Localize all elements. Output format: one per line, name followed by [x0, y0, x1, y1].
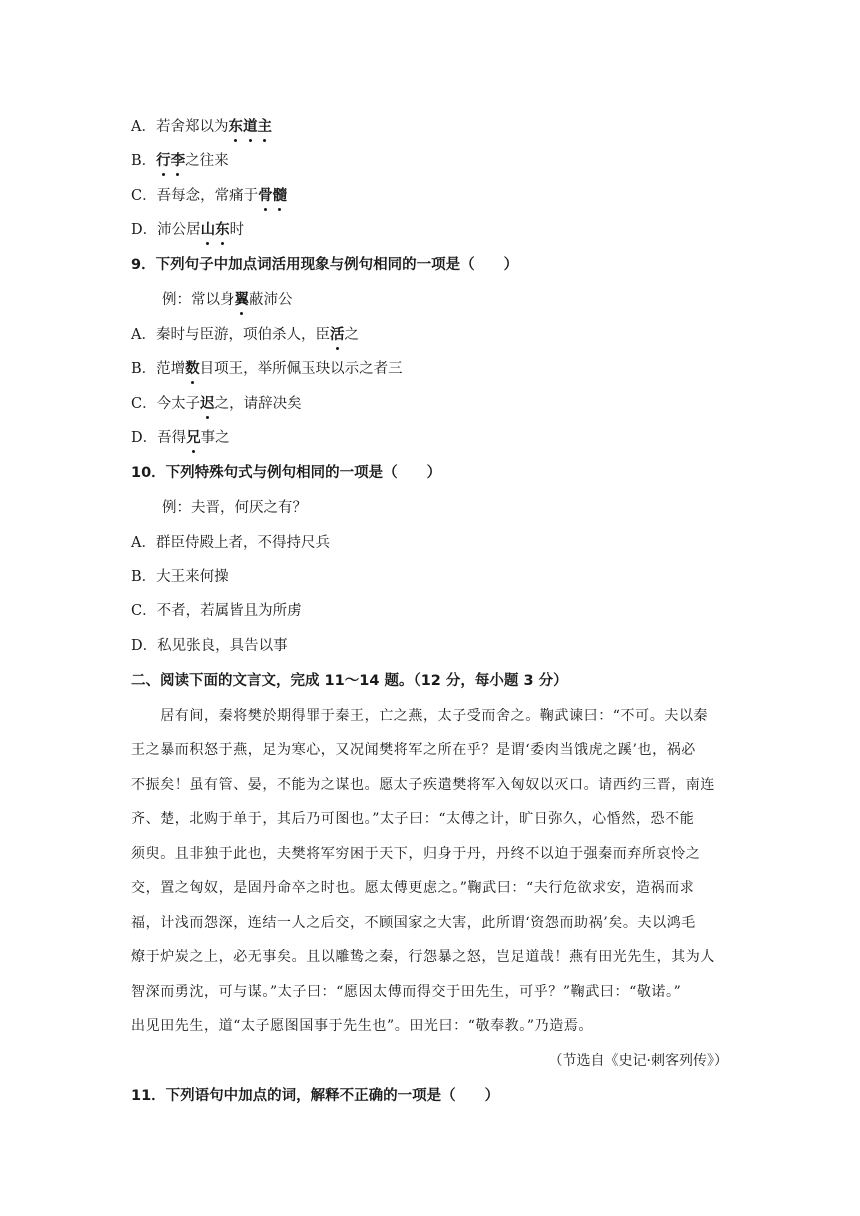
q11-title: 11．下列语句中加点的词，解释不正确的一项是（ ）	[131, 1088, 500, 1104]
dotted-char: 兄	[186, 429, 201, 446]
q10-option-c: C．不者，若属皆且为所虏	[131, 603, 302, 619]
dotted-char: 东	[228, 118, 243, 135]
dotted-char: 道	[242, 118, 258, 135]
q8-option-c: C．吾每念，常痛于骨髓	[131, 187, 288, 204]
passage-line: 齐、楚，北购于单于，其后乃可图也。”太子曰：“太傅之计，旷日弥久，心惛然，恐不能	[131, 811, 695, 827]
q10-title: 10．下列特殊句式与例句相同的一项是（ ）	[131, 465, 442, 481]
q9-option-a: A．秦时与臣游，项伯杀人，臣活之	[131, 326, 359, 343]
dotted-char: 迟	[200, 395, 215, 412]
q10-example: 例：夫晋，何厌之有？	[162, 500, 307, 516]
q10-option-a: A．群臣侍殿上者，不得持尺兵	[131, 535, 330, 551]
passage-line: 智深而勇沈，可与谋。”太子曰：“愿因太傅而得交于田先生，可乎？”鞠武曰：“敬诺。”	[131, 984, 682, 1000]
q10-option-b: B．大王来何操	[131, 569, 229, 585]
passage-line: 交，置之匈奴，是固丹命卒之时也。愿太傅更虑之。”鞠武曰：“夫行危欲求安，造祸而求	[131, 880, 695, 896]
passage-line: 出见田先生，道“太子愿图国事于先生也”。田光曰：“敬奉教。”乃造焉。	[131, 1018, 594, 1034]
q9-option-b: B．范增数目项王，举所佩玉玦以示之者三	[131, 360, 403, 377]
dotted-char: 翼	[234, 291, 249, 308]
dotted-char: 行	[156, 152, 171, 169]
dotted-char: 东	[215, 221, 230, 238]
q8-option-b: B．行李之往来	[131, 152, 229, 169]
passage-line: 居有间，秦将樊於期得罪于秦王，亡之燕，太子受而舍之。鞠武谏曰：“不可。夫以秦	[131, 708, 709, 724]
dotted-char: 山	[200, 221, 216, 238]
passage-line: 福，计浅而怨深，连结一人之后交，不顾国家之大害，此所谓‘资怨而助祸’矣。夫以鸿毛	[131, 915, 696, 931]
q9-example: 例：常以身翼蔽沛公	[162, 291, 293, 308]
dotted-char: 数	[185, 360, 200, 377]
dotted-char: 李	[170, 152, 186, 169]
passage-source: （节选自《史记·刺客列传》）	[548, 1053, 728, 1069]
q9-option-c: C．今太子迟之，请辞决矣	[131, 395, 302, 412]
dotted-char: 活	[329, 326, 345, 343]
passage-line: 燎于炉炭之上，必无事矣。且以雕鸷之秦，行怨暴之怒，岂足道哉！燕有田光先生，其为人	[131, 949, 715, 965]
q8-option-a: A．若舍郑以为东道主	[131, 118, 272, 135]
q8-option-d: D．沛公居山东时	[131, 221, 245, 238]
q9-option-d: D．吾得兄事之	[131, 429, 230, 446]
q10-option-d: D．私见张良，具告以事	[131, 638, 288, 654]
passage-line: 王之暴而积怒于燕，足为寒心，又况闻樊将军之所在乎？是谓‘委肉当饿虎之蹊’也，祸必	[131, 742, 696, 758]
passage-line: 须臾。且非独于此也，夫樊将军穷困于天下，归身于丹，丹终不以迫于强秦而弃所哀怜之	[131, 846, 701, 862]
dotted-char: 骨	[258, 187, 273, 204]
section2-title: 二、阅读下面的文言文，完成 11～14 题。（12 分，每小题 3 分）	[131, 673, 568, 689]
passage-line: 不振矣！虽有管、晏，不能为之谋也。愿太子疾遣樊将军入匈奴以灭口。请西约三晋，南连	[131, 777, 715, 793]
dotted-char: 髓	[272, 187, 288, 204]
dotted-char: 主	[257, 118, 272, 135]
q9-title: 9．下列句子中加点词活用现象与例句相同的一项是（ ）	[131, 257, 519, 273]
